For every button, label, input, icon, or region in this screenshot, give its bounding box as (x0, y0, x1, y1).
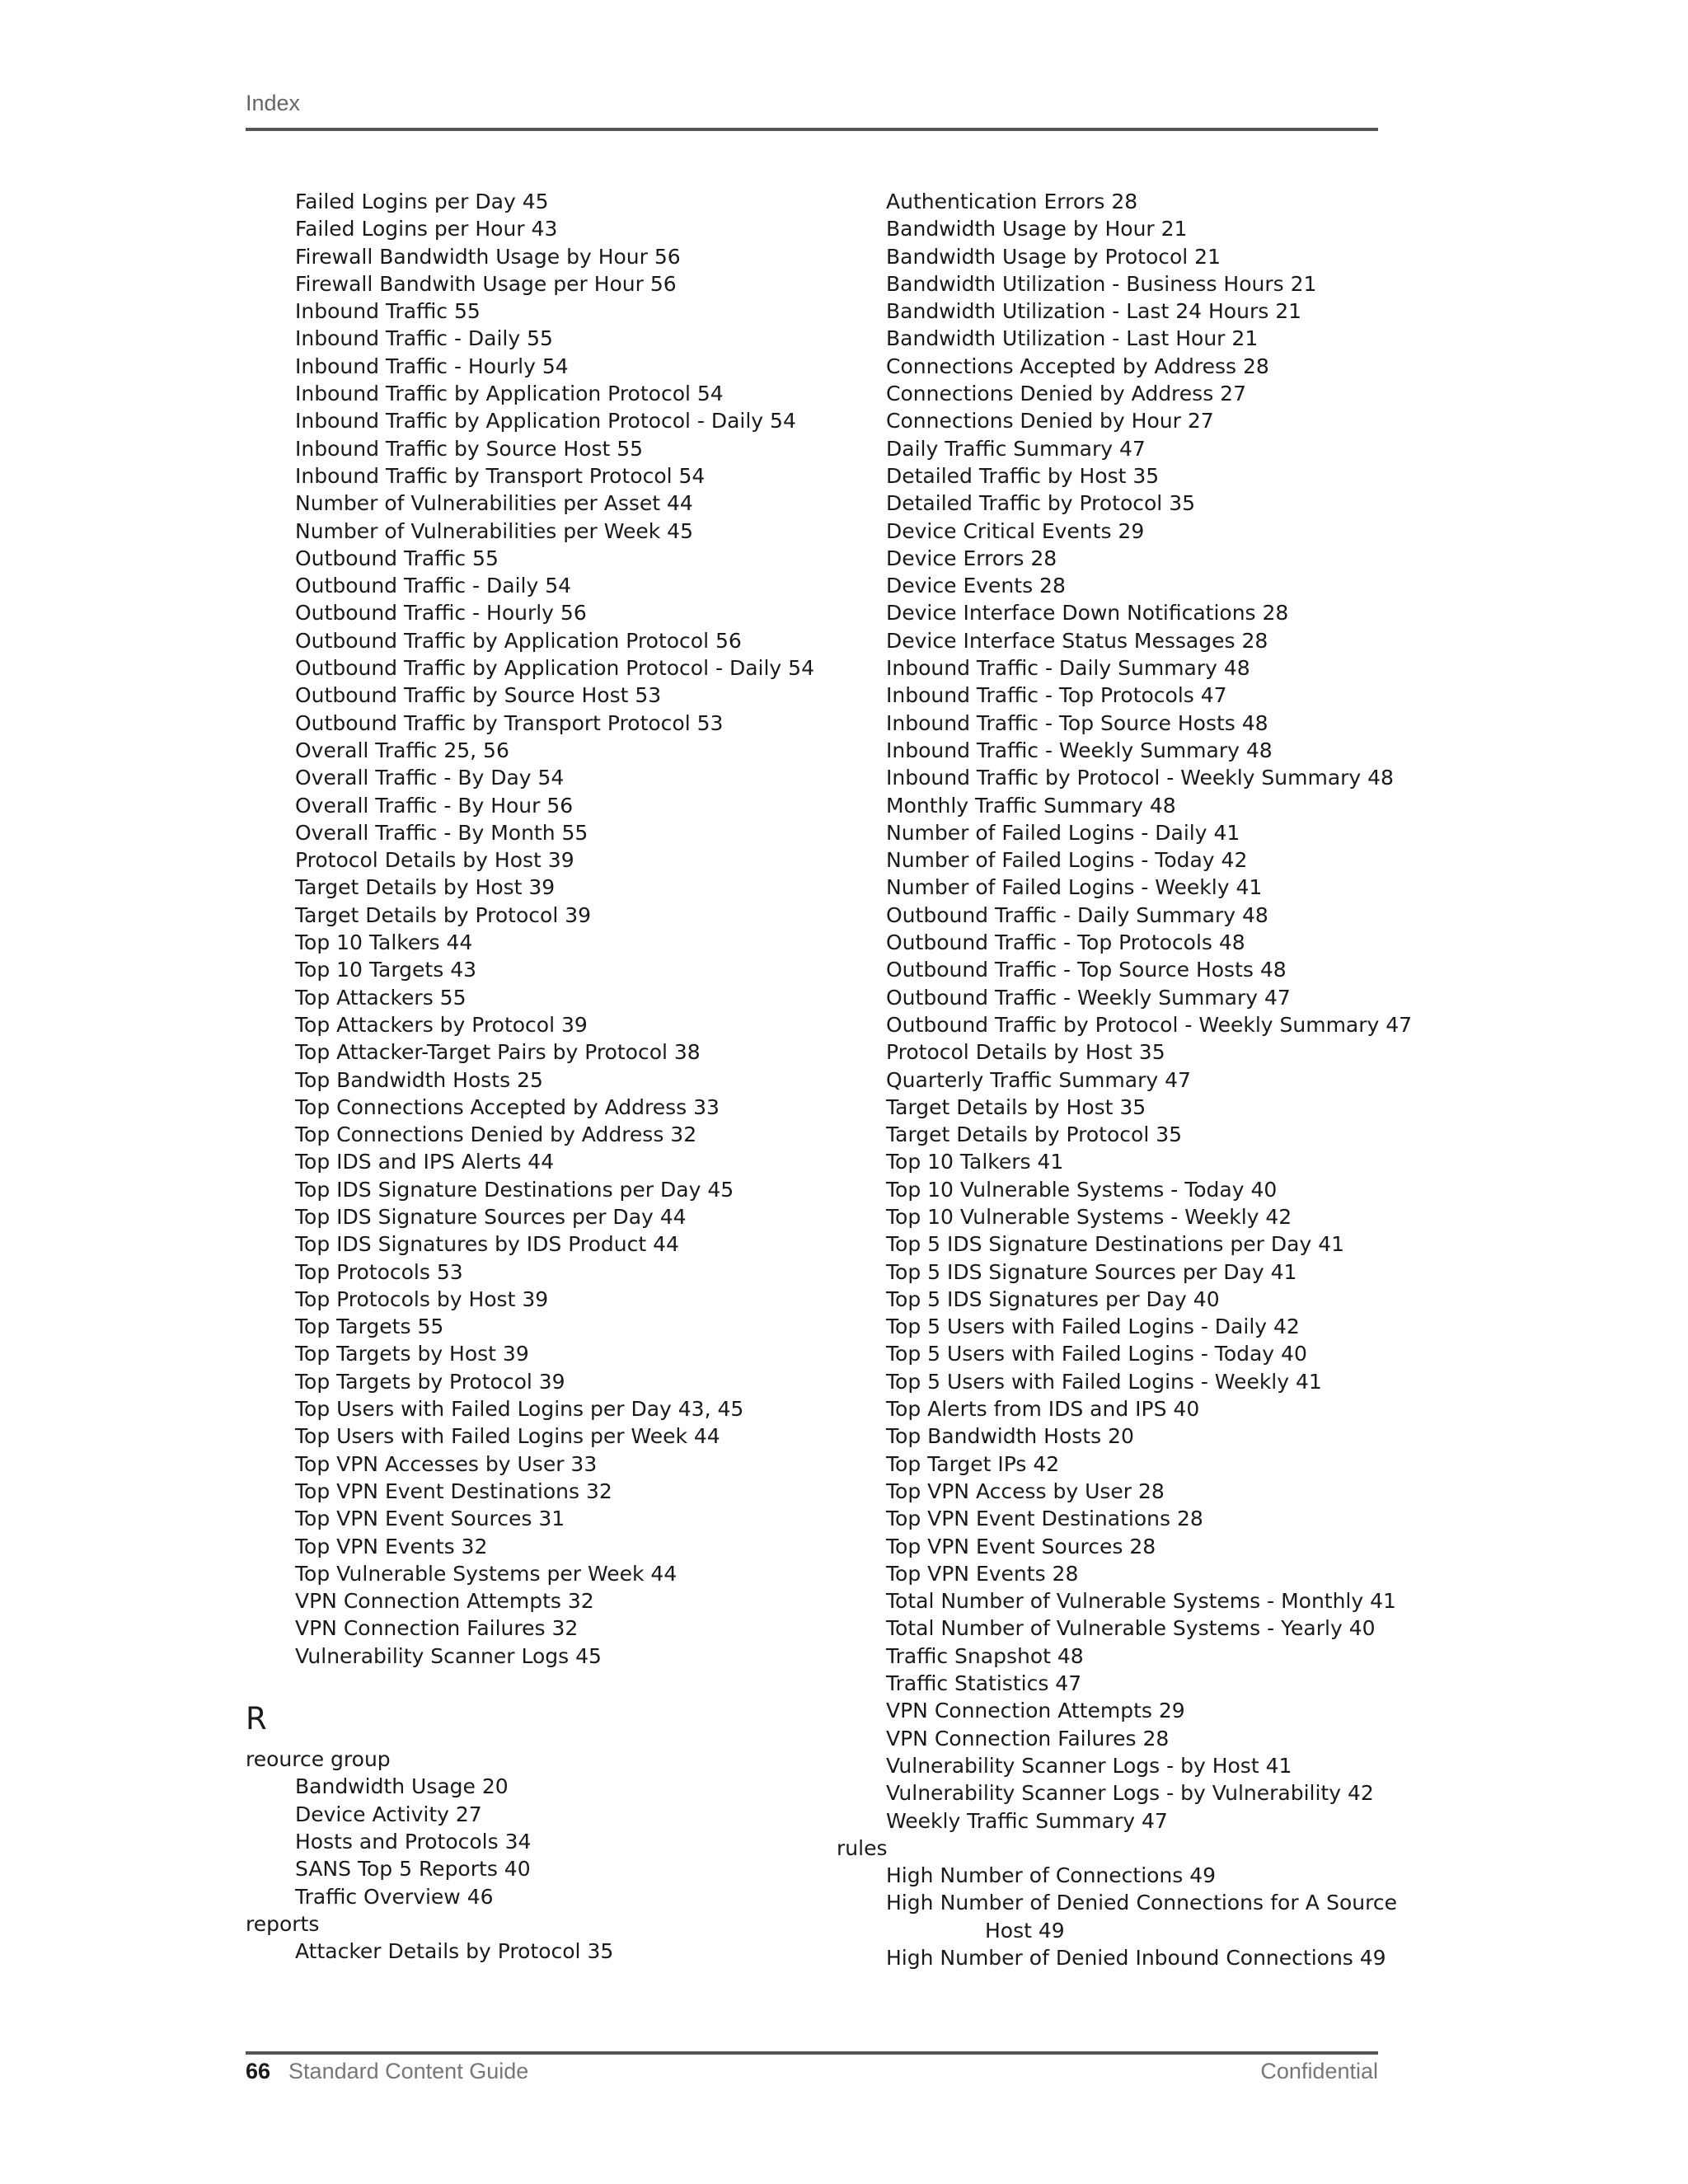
index-entry: Outbound Traffic by Application Protocol 56 (295, 628, 742, 653)
index-entry: Device Events 28 (886, 574, 1066, 598)
index-entry: High Number of Connections 49 (886, 1863, 1217, 1888)
index-entry: Top VPN Accesses by User 33 (295, 1451, 598, 1476)
index-entry: Bandwidth Utilization - Last 24 Hours 21 (886, 299, 1302, 324)
index-entry: High Number of Denied Inbound Connections 49 (886, 1946, 1386, 1970)
index-entry: Overall Traffic - By Day 54 (295, 766, 565, 790)
index-entry: Top Attackers by Protocol 39 (295, 1012, 588, 1037)
index-entry: Top 5 IDS Signature Destinations per Day 41 (886, 1232, 1345, 1257)
confidential-label: Confidential (1260, 2059, 1378, 2083)
index-entry: Inbound Traffic - Hourly 54 (295, 354, 569, 378)
index-entry: Top Target IPs 42 (886, 1451, 1060, 1476)
right-entry-list (837, 188, 1413, 1835)
index-entry: Weekly Traffic Summary 47 (886, 1808, 1168, 1833)
index-entry: Vulnerability Scanner Logs 45 (295, 1643, 602, 1668)
index-entry: Top VPN Access by User 28 (886, 1479, 1165, 1503)
index-entry: Outbound Traffic by Protocol - Weekly Summary 47 (886, 1012, 1413, 1037)
index-entry: Top VPN Event Destinations 28 (886, 1507, 1203, 1531)
guide-title: Standard Content Guide (288, 2059, 529, 2083)
page-number: 66 (246, 2059, 271, 2083)
index-entry: Top 5 Users with Failed Logins - Daily 42 (886, 1315, 1300, 1339)
index-entry: Top Protocols 53 (295, 1259, 463, 1284)
index-entry: Top VPN Event Destinations 32 (295, 1479, 612, 1503)
index-entry: Device Errors 28 (886, 546, 1057, 570)
index-entry: Target Details by Host 39 (295, 875, 556, 900)
index-entry: Firewall Bandwith Usage per Hour 56 (295, 271, 677, 296)
index-entry: Overall Traffic - By Hour 56 (295, 793, 574, 818)
index-entry: Connections Accepted by Address 28 (886, 354, 1269, 378)
index-entry: Firewall Bandwidth Usage by Hour 56 (295, 244, 681, 269)
index-entry: Outbound Traffic - Daily Summary 48 (886, 902, 1268, 927)
index-entry: Quarterly Traffic Summary 47 (886, 1067, 1191, 1092)
index-column-right (837, 188, 1413, 1971)
index-column-left (246, 188, 823, 1965)
index-entry: Top VPN Event Sources 31 (295, 1507, 565, 1531)
index-entry: Overall Traffic - By Month 55 (295, 820, 588, 845)
index-heading-rules: rules (837, 1835, 888, 1860)
index-entry: Top 10 Vulnerable Systems - Today 40 (886, 1177, 1278, 1202)
index-entry: Vulnerability Scanner Logs - by Vulnerability 42 (886, 1781, 1374, 1806)
footer-rule (246, 2051, 1378, 2055)
left-entry-list (246, 188, 823, 1670)
index-entry: Failed Logins per Day 45 (295, 190, 549, 213)
index-heading-resource-group: reource group (246, 1747, 391, 1772)
index-entry: Traffic Overview 46 (295, 1884, 494, 1909)
index-entry: Top Bandwidth Hosts 25 (295, 1067, 543, 1092)
index-entry: VPN Connection Attempts 29 (886, 1699, 1185, 1723)
index-entry: Number of Failed Logins - Daily 41 (886, 820, 1240, 845)
index-entry: Top Bandwidth Hosts 20 (886, 1424, 1134, 1449)
index-entry: Attacker Details by Protocol 35 (295, 1939, 614, 1964)
index-entry: Top Attacker-Target Pairs by Protocol 38 (295, 1040, 701, 1065)
index-entry: Target Details by Protocol 39 (295, 902, 592, 927)
index-entry: Top Vulnerable Systems per Week 44 (295, 1561, 678, 1586)
index-entry: Monthly Traffic Summary 48 (886, 793, 1176, 818)
index-entry: Top 10 Vulnerable Systems - Weekly 42 (886, 1204, 1292, 1229)
index-heading-reports: reports (246, 1911, 320, 1936)
index-entry: Inbound Traffic - Daily Summary 48 (886, 656, 1250, 681)
index-entry: Daily Traffic Summary 47 (886, 436, 1146, 461)
index-entry: Outbound Traffic by Transport Protocol 53 (295, 710, 724, 735)
index-entry: Top 5 Users with Failed Logins - Today 40 (886, 1342, 1307, 1366)
index-entry: Inbound Traffic - Weekly Summary 48 (886, 738, 1273, 762)
index-entry: Inbound Traffic by Protocol - Weekly Summary 48 (886, 766, 1394, 790)
index-entry: Top Protocols by Host 39 (295, 1286, 549, 1311)
index-entry: Inbound Traffic 55 (295, 299, 481, 324)
index-entry: Target Details by Host 35 (886, 1094, 1146, 1119)
section-letter: R (246, 1701, 267, 1737)
index-entry: Protocol Details by Host 39 (295, 848, 574, 873)
index-entry: Top Targets 55 (295, 1315, 444, 1339)
index-entry: Top 10 Talkers 41 (886, 1150, 1064, 1174)
index-entry: VPN Connection Failures 32 (295, 1616, 579, 1641)
index-entry: Top IDS Signatures by IDS Product 44 (295, 1232, 679, 1257)
index-entry: Bandwidth Utilization - Business Hours 21 (886, 271, 1317, 296)
index-entry: Top 5 Users with Failed Logins - Weekly 41 (886, 1369, 1322, 1394)
index-entry: Inbound Traffic - Daily 55 (295, 326, 553, 351)
index-entry: Outbound Traffic 55 (295, 546, 499, 570)
index-entry: Top Users with Failed Logins per Day 43, 45 (295, 1397, 744, 1422)
index-entry: Authentication Errors 28 (886, 190, 1138, 213)
index-entry: Device Critical Events 29 (886, 518, 1145, 543)
index-entry: Connections Denied by Hour 27 (886, 409, 1214, 434)
index-entry: Outbound Traffic by Application Protocol - Daily 54 (295, 656, 814, 681)
index-entry: Top Alerts from IDS and IPS 40 (886, 1397, 1200, 1422)
index-entry: Bandwidth Usage 20 (295, 1774, 509, 1799)
index-entry: Top 10 Targets 43 (295, 958, 477, 982)
index-entry: Vulnerability Scanner Logs - by Host 41 (886, 1753, 1292, 1778)
index-entry: Top 5 IDS Signature Sources per Day 41 (886, 1259, 1297, 1284)
index-entry: Top 5 IDS Signatures per Day 40 (886, 1286, 1220, 1311)
index-entry: Top Targets by Host 39 (295, 1342, 529, 1366)
index-entry: Top VPN Events 32 (295, 1534, 488, 1558)
index-entry: Top Users with Failed Logins per Week 44 (295, 1424, 720, 1449)
index-entry: Inbound Traffic by Application Protocol 54 (295, 382, 724, 406)
index-entry: Connections Denied by Address 27 (886, 382, 1246, 406)
index-entry: Outbound Traffic - Hourly 56 (295, 601, 587, 626)
index-entry: Top IDS Signature Sources per Day 44 (295, 1204, 687, 1229)
index-entry: Outbound Traffic - Daily 54 (295, 574, 572, 598)
index-entry: Total Number of Vulnerable Systems - Yearly 40 (886, 1616, 1376, 1641)
index-entry: Detailed Traffic by Host 35 (886, 463, 1160, 488)
index-entry: Outbound Traffic by Source Host 53 (295, 683, 662, 708)
index-entry: Device Interface Status Messages 28 (886, 628, 1268, 653)
index-entry: Hosts and Protocols 34 (295, 1829, 532, 1854)
index-entry: Top Connections Accepted by Address 33 (295, 1094, 720, 1119)
index-entry: Top Connections Denied by Address 32 (295, 1122, 697, 1147)
index-entry: Top VPN Event Sources 28 (886, 1534, 1156, 1558)
index-entry: Top IDS and IPS Alerts 44 (295, 1150, 555, 1174)
header-rule (246, 128, 1378, 131)
index-entry: SANS Top 5 Reports 40 (295, 1857, 531, 1882)
index-entry: Traffic Statistics 47 (886, 1671, 1082, 1696)
index-entry: Bandwidth Utilization - Last Hour 21 (886, 326, 1259, 351)
index-entry: Target Details by Protocol 35 (886, 1122, 1183, 1147)
index-entry: Device Activity 27 (295, 1802, 482, 1826)
index-entry: Traffic Snapshot 48 (886, 1643, 1084, 1668)
index-entry: Inbound Traffic by Application Protocol - Daily 54 (295, 409, 796, 434)
index-entry: Inbound Traffic by Transport Protocol 54 (295, 463, 706, 488)
index-entry: VPN Connection Attempts 32 (295, 1589, 594, 1614)
index-entry: Top Attackers 55 (295, 985, 467, 1010)
index-entry: Top VPN Events 28 (886, 1561, 1079, 1586)
index-entry: Number of Failed Logins - Weekly 41 (886, 875, 1263, 900)
index-entry: Inbound Traffic by Source Host 55 (295, 436, 644, 461)
index-entry: Number of Vulnerabilities per Week 45 (295, 518, 693, 543)
index-entry: Top IDS Signature Destinations per Day 45 (295, 1177, 734, 1202)
index-entry: Bandwidth Usage by Protocol 21 (886, 244, 1221, 269)
index-entry: Number of Failed Logins - Today 42 (886, 848, 1248, 873)
index-entry: Top Targets by Protocol 39 (295, 1369, 565, 1394)
index-entry: Outbound Traffic - Top Source Hosts 48 (886, 958, 1287, 982)
index-entry: Top 10 Talkers 44 (295, 930, 473, 955)
page-footer (246, 2059, 1378, 2084)
resource-group-list (246, 1773, 823, 1910)
index-entry: Bandwidth Usage by Hour 21 (886, 217, 1188, 241)
index-entry: Inbound Traffic - Top Protocols 47 (886, 683, 1227, 708)
index-entry: Total Number of Vulnerable Systems - Monthly 41 (886, 1589, 1396, 1614)
index-entry: Inbound Traffic - Top Source Hosts 48 (886, 710, 1268, 735)
running-header: Index (246, 91, 301, 115)
index-entry: Outbound Traffic - Top Protocols 48 (886, 930, 1245, 955)
reports-list (246, 1938, 823, 1965)
index-entry: Overall Traffic 25, 56 (295, 738, 509, 762)
index-entry-continuation: Host 49 (985, 1918, 1065, 1943)
index-entry: VPN Connection Failures 28 (886, 1726, 1170, 1750)
index-entry: Failed Logins per Hour 43 (295, 217, 558, 241)
index-entry: Detailed Traffic by Protocol 35 (886, 491, 1196, 516)
index-entry: High Number of Denied Connections for A Source (886, 1891, 1397, 1915)
index-entry: Device Interface Down Notifications 28 (886, 601, 1289, 626)
index-entry: Protocol Details by Host 35 (886, 1040, 1165, 1065)
index-entry: Number of Vulnerabilities per Asset 44 (295, 491, 693, 516)
index-entry: Outbound Traffic - Weekly Summary 47 (886, 985, 1291, 1010)
